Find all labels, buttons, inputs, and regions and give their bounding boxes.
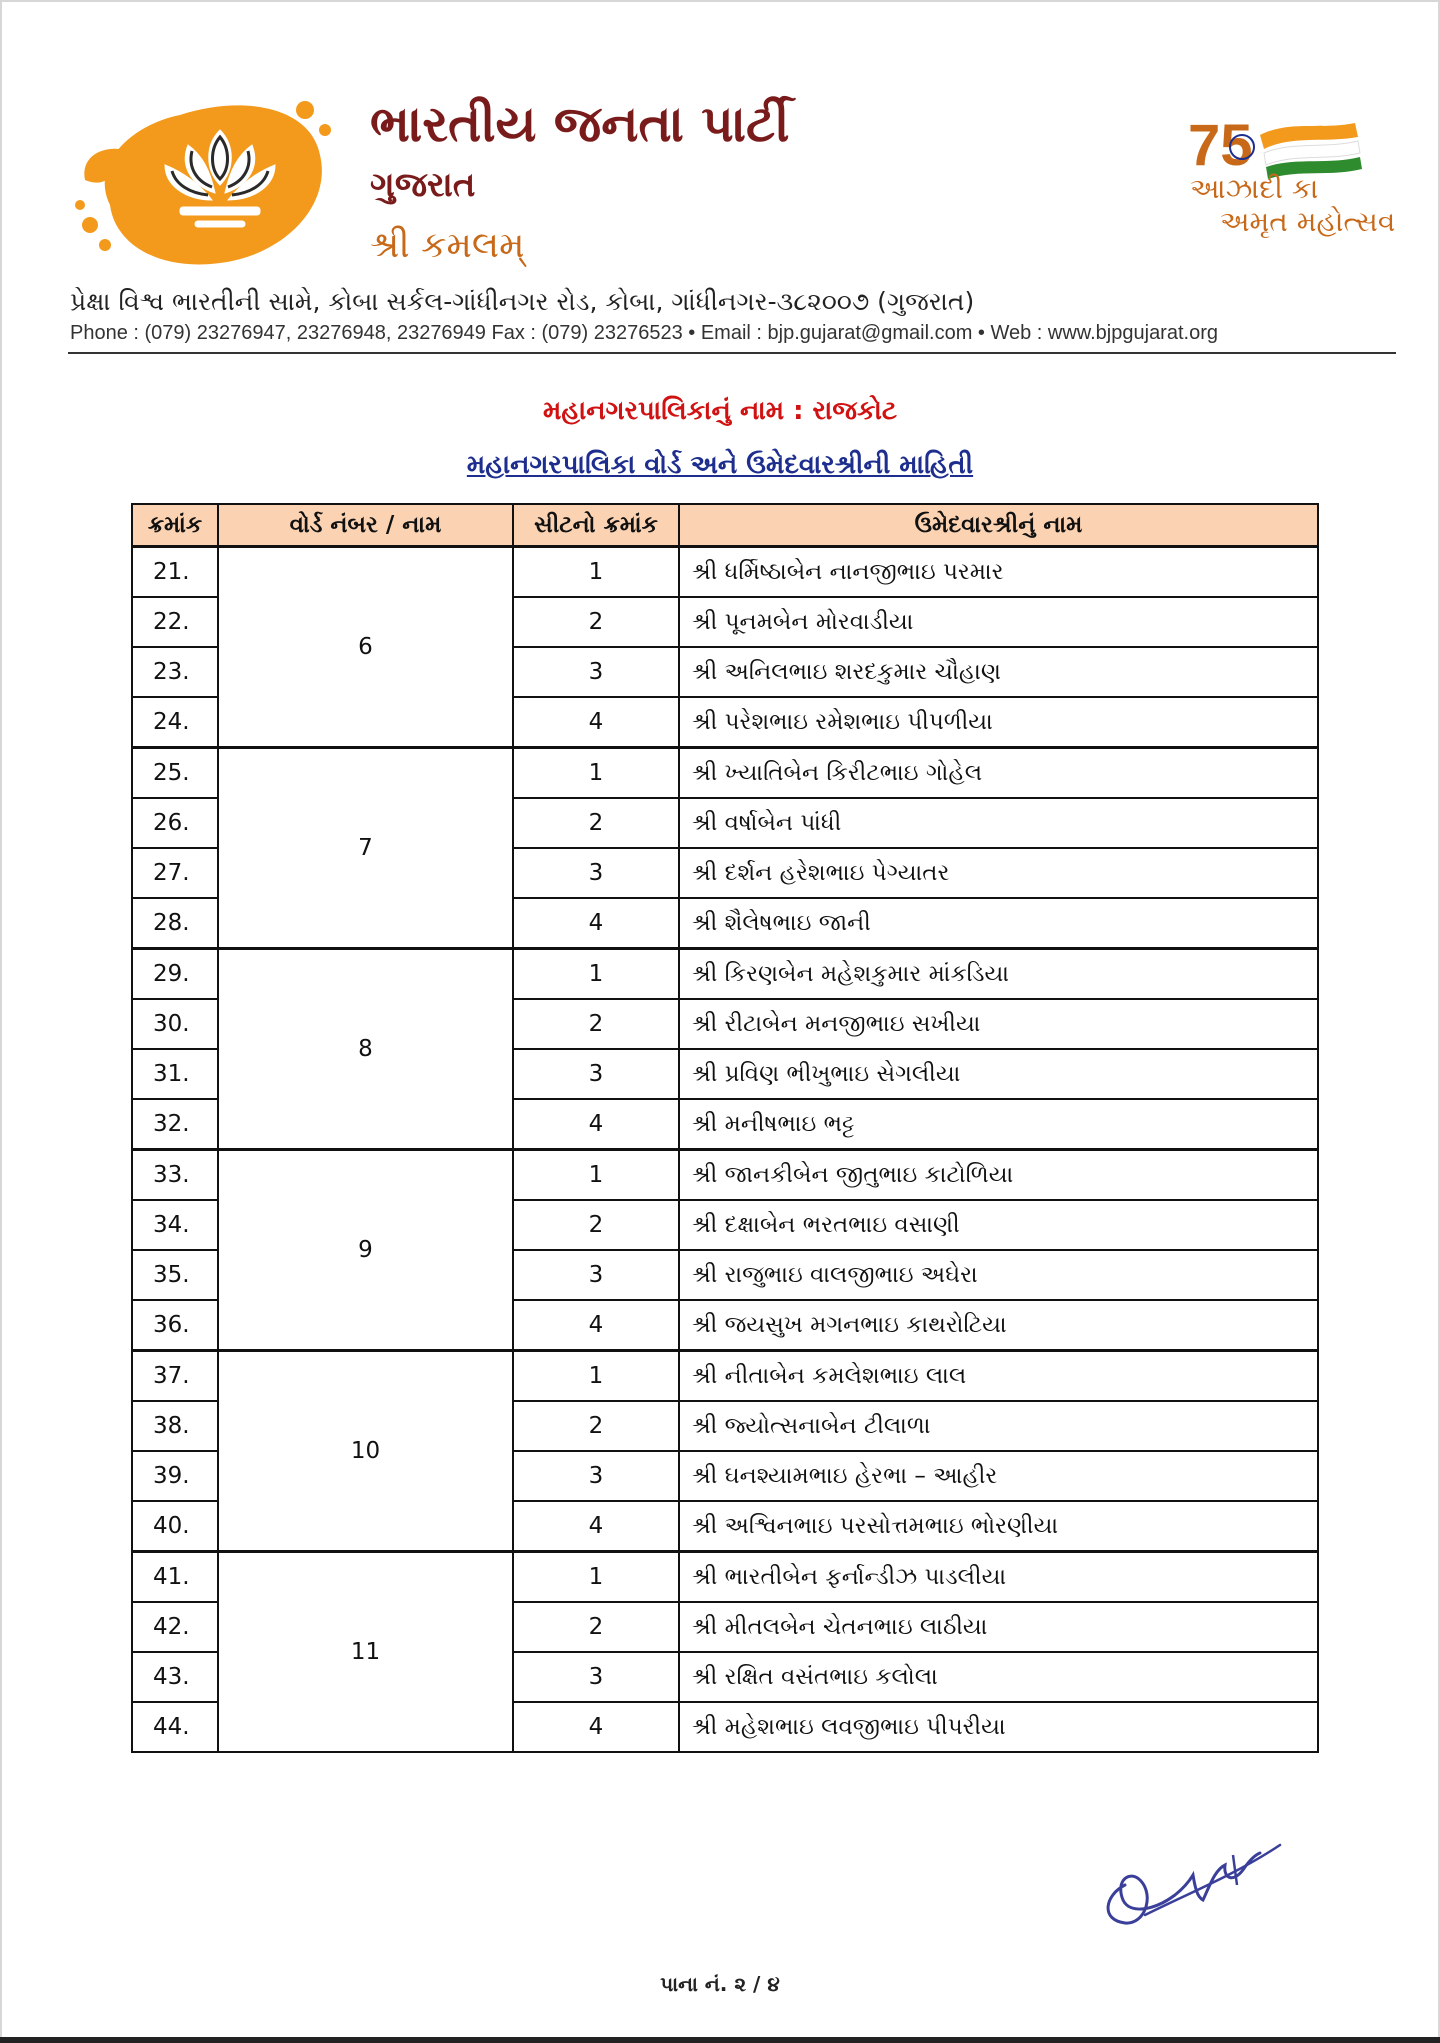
candidate-name-cell: શ્રી મનીષભાઇ ભટ્ટ (679, 1099, 1318, 1150)
table-row (132, 949, 1318, 1000)
azadi-line2: અમૃત મહોત્સવ (1220, 205, 1396, 238)
candidate-name-cell: શ્રી પ્રવિણ ભીખુભાઇ સેગલીયા (679, 1049, 1318, 1099)
candidate-name-cell: શ્રી મહેશભાઇ લવજીભાઇ પીપરીયા (679, 1702, 1318, 1752)
candidate-name-cell: શ્રી મીતલબેન ચેતનભાઇ લાઠીયા (679, 1602, 1318, 1652)
candidate-name-cell: શ્રી નીતાબેન કમલેશભાઇ લાલ (679, 1351, 1318, 1402)
header-serial: ક્રમાંક (132, 504, 218, 547)
seat-number-cell: 2 (513, 798, 679, 848)
header-candidate: ઉમેદવારશ્રીનું નામ (679, 504, 1318, 547)
table-row (132, 1150, 1318, 1201)
candidate-name-cell: શ્રી કિરણબેન મહેશકુમાર માંકડિયા (679, 949, 1318, 1000)
serial-number-cell: 34. (132, 1200, 218, 1250)
candidate-table (131, 503, 1319, 1753)
ward-number-cell: 6 (218, 547, 513, 748)
header-seat: સીટનો ક્રમાંક (513, 504, 679, 547)
serial-number-cell: 40. (132, 1501, 218, 1552)
serial-number-cell: 28. (132, 898, 218, 949)
seat-number-cell: 4 (513, 697, 679, 748)
serial-number-cell: 41. (132, 1552, 218, 1603)
party-name: ભારતીય જનતા પાર્ટી (370, 95, 790, 153)
serial-number-cell: 22. (132, 597, 218, 647)
candidate-name-cell: શ્રી જ્યોત્સનાબેન ટીલાળા (679, 1401, 1318, 1451)
serial-number-cell: 23. (132, 647, 218, 697)
ward-number-cell: 9 (218, 1150, 513, 1351)
serial-number-cell: 33. (132, 1150, 218, 1201)
ward-number-cell: 11 (218, 1552, 513, 1753)
seat-number-cell: 4 (513, 898, 679, 949)
seat-number-cell: 3 (513, 1652, 679, 1702)
contact-details: Phone : (079) 23276947, 23276948, 23276949 Fax : (079) 23276523 • Email : bjp.gujarat@gmail.com • Web : www.bjpgujarat.org (70, 322, 1218, 344)
serial-number-cell: 21. (132, 547, 218, 598)
candidate-name-cell: શ્રી દક્ષાબેન ભરતભાઇ વસાણી (679, 1200, 1318, 1250)
serial-number-cell: 36. (132, 1300, 218, 1351)
serial-number-cell: 43. (132, 1652, 218, 1702)
candidate-name-cell: શ્રી ભારતીબેન ફર્નાન્ડીઝ પાડલીયા (679, 1552, 1318, 1603)
serial-number-cell: 24. (132, 697, 218, 748)
serial-number-cell: 39. (132, 1451, 218, 1501)
serial-number-cell: 30. (132, 999, 218, 1049)
serial-number-cell: 32. (132, 1099, 218, 1150)
seat-number-cell: 4 (513, 1099, 679, 1150)
serial-number-cell: 38. (132, 1401, 218, 1451)
ward-number-cell: 7 (218, 748, 513, 949)
seat-number-cell: 2 (513, 597, 679, 647)
table-row (132, 1552, 1318, 1603)
office-address: પ્રેક્ષા વિશ્વ ભારતીની સામે, કોબા સર્કલ-ગાંધીનગર રોડ, કોબા, ગાંધીનગર-૩૮૨૦૦૭ (ગુજરાત) (70, 287, 975, 316)
serial-number-cell: 44. (132, 1702, 218, 1752)
seat-number-cell: 3 (513, 1451, 679, 1501)
serial-number-cell: 42. (132, 1602, 218, 1652)
seat-number-cell: 4 (513, 1300, 679, 1351)
seat-number-cell: 1 (513, 748, 679, 799)
candidate-name-cell: શ્રી રક્ષિત વસંતભાઇ કલોલા (679, 1652, 1318, 1702)
serial-number-cell: 35. (132, 1250, 218, 1300)
table-row (132, 547, 1318, 598)
serial-number-cell: 27. (132, 848, 218, 898)
candidate-name-cell: શ્રી અનિલભાઇ શરદકુમાર ચૌહાણ (679, 647, 1318, 697)
serial-number-cell: 26. (132, 798, 218, 848)
table-row (132, 748, 1318, 799)
document-subtitle-text: મહાનગરપાલિકા વોર્ડ અને ઉમેદવારશ્રીની માહિતી (466, 450, 974, 480)
candidate-name-cell: શ્રી રાજુભાઇ વાલજીભાઇ અઘેરા (679, 1250, 1318, 1300)
seat-number-cell: 2 (513, 1200, 679, 1250)
serial-number-cell: 31. (132, 1049, 218, 1099)
serial-number-cell: 29. (132, 949, 218, 1000)
ward-number-cell: 10 (218, 1351, 513, 1552)
candidate-name-cell: શ્રી અશ્વિનભાઇ પરસોત્તમભાઇ ભોરણીયા (679, 1501, 1318, 1552)
page-number: પાના નં. ૨ / ૪ (660, 1972, 780, 1996)
seat-number-cell: 1 (513, 949, 679, 1000)
serial-number-cell: 37. (132, 1351, 218, 1402)
candidate-name-cell: શ્રી ધર્મિષ્ઠાબેન નાનજીભાઇ પરમાર (679, 547, 1318, 598)
document-subtitle (0, 450, 1440, 481)
bottom-bar (0, 2037, 1440, 2043)
party-office: શ્રી કમલમ્ (370, 225, 525, 266)
seat-number-cell: 1 (513, 1351, 679, 1402)
seat-number-cell: 3 (513, 1049, 679, 1099)
seat-number-cell: 1 (513, 1552, 679, 1603)
ward-number-cell: 8 (218, 949, 513, 1150)
candidate-name-cell: શ્રી વર્ષાબેન પાંધી (679, 798, 1318, 848)
candidate-name-cell: શ્રી ઘનશ્યામભાઇ હેરભા – આહીર (679, 1451, 1318, 1501)
seat-number-cell: 4 (513, 1702, 679, 1752)
seat-number-cell: 3 (513, 1250, 679, 1300)
table-row (132, 1351, 1318, 1402)
seat-number-cell: 2 (513, 1602, 679, 1652)
seat-number-cell: 1 (513, 547, 679, 598)
azadi-number: 75 (1188, 113, 1253, 178)
seat-number-cell: 3 (513, 647, 679, 697)
document-title: મહાનગરપાલિકાનું નામ : રાજકોટ (543, 396, 897, 426)
azadi-line1: આઝાદી કા (1190, 172, 1319, 205)
candidate-name-cell: શ્રી જયસુખ મગનભાઇ કાથરોટિયા (679, 1300, 1318, 1351)
serial-number-cell: 25. (132, 748, 218, 799)
seat-number-cell: 2 (513, 999, 679, 1049)
seat-number-cell: 4 (513, 1501, 679, 1552)
bjp-lotus-logo (70, 85, 340, 275)
header-divider (68, 352, 1396, 354)
signature (1085, 1825, 1285, 1935)
candidate-name-cell: શ્રી પૂનમબેન મોરવાડીયા (679, 597, 1318, 647)
header-ward: વોર્ડ નંબર / નામ (218, 504, 513, 547)
candidate-name-cell: શ્રી રીટાબેન મનજીભાઇ સખીયા (679, 999, 1318, 1049)
seat-number-cell: 3 (513, 848, 679, 898)
table-body (132, 547, 1318, 1753)
party-state: ગુજરાત (370, 165, 476, 205)
table-header-row (132, 504, 1318, 547)
seat-number-cell: 2 (513, 1401, 679, 1451)
candidate-name-cell: શ્રી શૈલેષભાઇ જાની (679, 898, 1318, 949)
seat-number-cell: 1 (513, 1150, 679, 1201)
candidate-name-cell: શ્રી ખ્યાતિબેન કિરીટભાઇ ગોહેલ (679, 748, 1318, 799)
candidate-name-cell: શ્રી દર્શન હરેશભાઇ પેગ્યાતર (679, 848, 1318, 898)
candidate-name-cell: શ્રી જાનકીબેન જીતુભાઇ કાટોળિયા (679, 1150, 1318, 1201)
candidate-name-cell: શ્રી પરેશભાઇ રમેશભાઇ પીપળીયા (679, 697, 1318, 748)
